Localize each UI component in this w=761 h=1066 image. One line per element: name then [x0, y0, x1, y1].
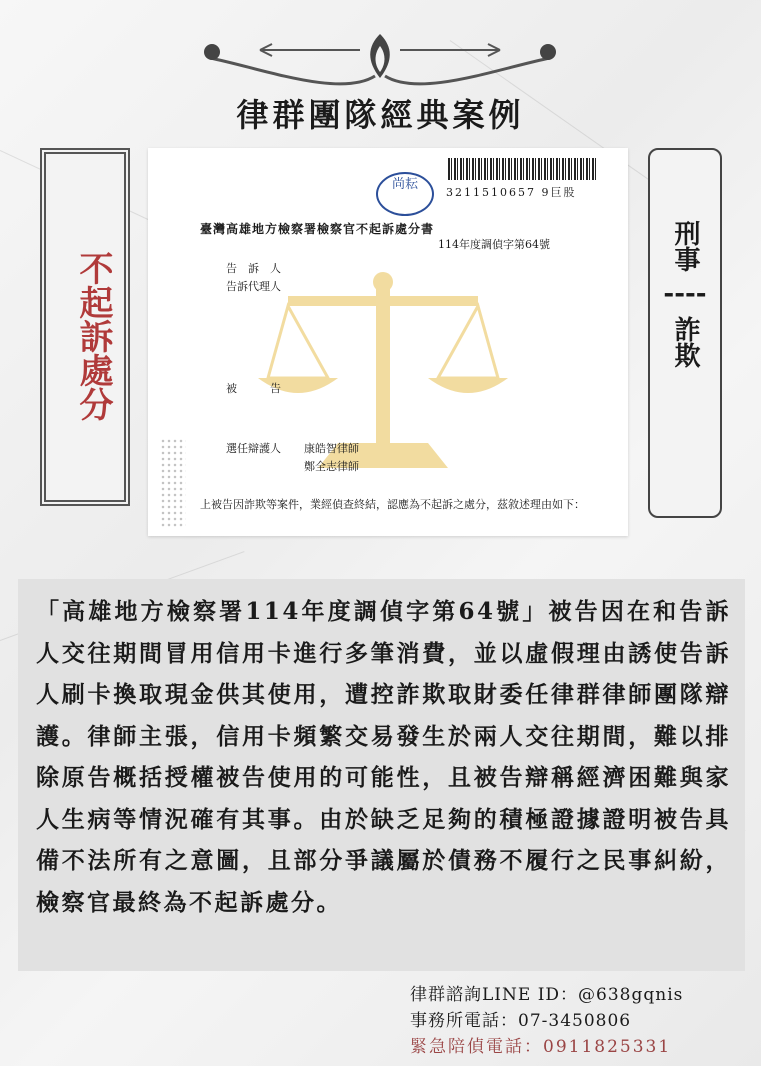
document-case-number: 114年度調偵字第64號: [438, 238, 550, 251]
scale-of-justice-icon: [258, 268, 508, 478]
right-banner: [648, 148, 722, 518]
case-category: 刑事: [670, 220, 700, 272]
document-heading: 臺灣高雄地方檢察署檢察官不起訴處分書: [200, 222, 435, 236]
margin-dots: [160, 438, 186, 528]
document-body: 上被告因詐欺等案件，業經偵查終結，認應為不起訴之處分，茲敘述理由如下：: [200, 498, 585, 511]
case-type: 詐欺: [670, 316, 700, 368]
defense-label: 選任辯護人: [226, 442, 281, 455]
defendant-label: 被 告: [226, 382, 281, 395]
document-scan: [148, 148, 628, 536]
complainant-agent-label: 告訴代理人: [226, 280, 281, 293]
defense-lawyer-2: 鄭全志律師: [304, 460, 359, 473]
barcode-number: 3211510657 9巨股: [446, 186, 577, 199]
banner-divider: ----: [663, 279, 707, 309]
left-banner: [40, 148, 130, 506]
left-banner-text: 不起訴處分: [73, 251, 113, 421]
line-id: 律群諮詢LINE ID：@638gqnis: [410, 985, 684, 1005]
complainant-label: 告 訴 人: [226, 262, 281, 275]
office-phone: 事務所電話：07-3450806: [410, 1011, 632, 1031]
defense-lawyer-1: 康皓智律師: [304, 442, 359, 455]
page-title: 律群團隊經典案例: [236, 96, 525, 134]
emergency-phone: 緊急陪偵電話：0911825331: [410, 1037, 672, 1057]
barcode-icon: [448, 158, 598, 180]
right-banner-text: [650, 220, 720, 368]
contact-info: [410, 982, 683, 1060]
official-stamp: [376, 172, 434, 216]
case-summary-box: [18, 579, 745, 971]
stamp-text: 尚耘: [391, 177, 418, 192]
case-summary-text: 「高雄地方檢察署114年度調偵字第64號」被告因在和告訴人交往期間冒用信用卡進行多筆消費，並以虛假理由誘使告訴人刷卡換取現金供其使用，遭控詐欺取財委任律群律師團隊辯護。律師主張，信用卡頻繁交易發生於兩人交往期間，難以排除原告概括授權被告使用的可能性，且被告辯稱經濟困難與家人生病等情況確有其事。由於缺乏足夠的積極證據證明被告具備不法所有之意圖，且部分爭議屬於債務不履行之民事糾紛，檢察官最終為不起訴處分。: [36, 598, 731, 916]
ornament-flourish-icon: [200, 28, 560, 98]
